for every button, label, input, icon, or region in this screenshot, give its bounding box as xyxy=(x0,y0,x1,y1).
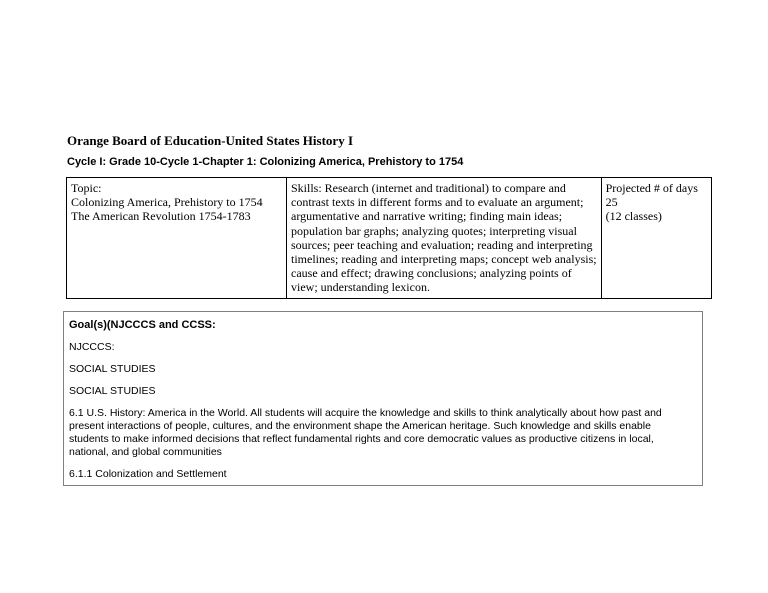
projected-days-label: Projected # of days xyxy=(605,181,698,195)
projected-days-value: 25 xyxy=(605,195,618,210)
social-studies-heading: SOCIAL STUDIES xyxy=(69,385,156,397)
topic-line: The American Revolution 1754-1783 xyxy=(71,209,251,224)
skills-line: view; understanding lexicon. xyxy=(291,280,430,295)
standard-line: national, and global communities xyxy=(69,446,222,458)
njcccs-label: NJCCCS: xyxy=(69,341,115,353)
skills-line: timelines; reading and interpreting maps; concept web analysis; xyxy=(291,252,597,267)
social-studies-heading: SOCIAL STUDIES xyxy=(69,363,156,375)
skills-line: population bar graphs; analyzing quotes; interpreting visual xyxy=(291,223,577,238)
course-info-table xyxy=(66,177,712,299)
topic-label: Topic: xyxy=(71,181,102,195)
skills-line: Skills: Research (internet and traditional) to compare and xyxy=(291,181,566,195)
projected-days-cell xyxy=(601,178,711,299)
projected-classes: (12 classes) xyxy=(605,209,662,224)
skills-line: argumentative and narrative writing; finding main ideas; xyxy=(291,209,563,224)
topic-cell xyxy=(67,178,287,299)
standard-6-1-text xyxy=(69,407,696,459)
standard-line: 6.1 U.S. History: America in the World. All students will acquire the knowledge and skills to think analytically about how past and xyxy=(69,407,662,419)
sub-standard-text: 6.1.1 Colonization and Settlement xyxy=(69,468,227,480)
topic-line: Colonizing America, Prehistory to 1754 xyxy=(71,195,263,210)
document-title: Orange Board of Education-United States History I xyxy=(67,133,353,148)
cycle-heading: Cycle I: Grade 10-Cycle 1-Chapter 1: Colonizing America, Prehistory to 1754 xyxy=(67,156,464,168)
standard-line: students to make informed decisions that reflect fundamental rights and core democratic values as productive citizens in local, xyxy=(69,433,654,445)
goals-heading: Goal(s)(NJCCCS and CCSS: xyxy=(69,319,216,331)
course-info-row xyxy=(67,178,712,299)
skills-line: sources; peer teaching and evaluation; reading and interpreting xyxy=(291,237,593,252)
skills-line: contrast texts in different forms and to evaluate an argument; xyxy=(291,195,584,210)
standard-line: present interactions of people, cultures, and the environment shape the American heritage. Such knowledge and skills enable xyxy=(69,420,651,432)
skills-line: cause and effect; drawing conclusions; analyzing points of xyxy=(291,266,572,281)
skills-cell xyxy=(287,178,602,299)
goals-section xyxy=(63,311,703,486)
